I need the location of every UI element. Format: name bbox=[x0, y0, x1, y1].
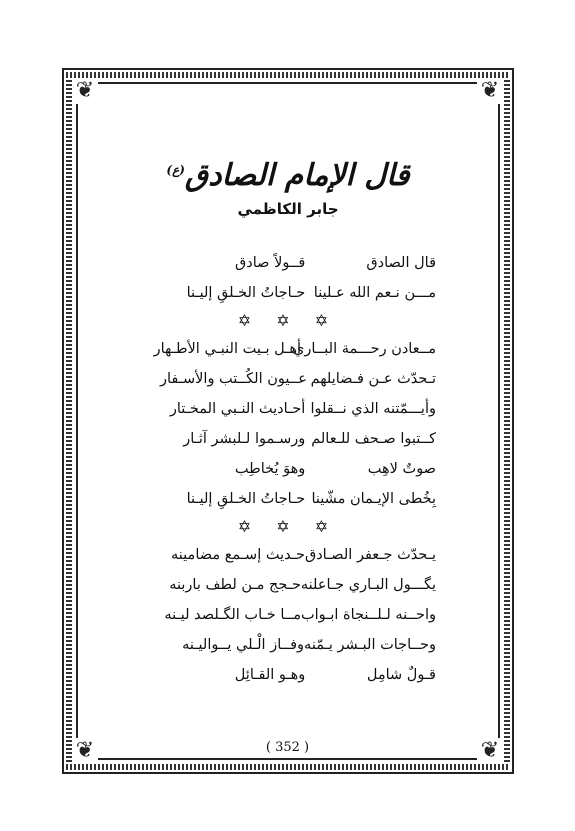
verse-first-half: تـحدّث عـن فـضايلهم bbox=[310, 371, 436, 387]
verse-first-half: مــعادن رحـــمة البــاري bbox=[293, 341, 436, 357]
verse-second-half: حـاجاتُ الخـلقِ إليـنا bbox=[186, 285, 306, 301]
verse-first-half: وحــاجات البـشر يـمّنه bbox=[304, 637, 436, 653]
stanza-separator: ✡ ✡ ✡ bbox=[237, 517, 339, 536]
verse-line bbox=[100, 540, 476, 570]
verse-first-half: قـولٌ شامِل bbox=[366, 667, 436, 683]
verse-first-half: وأيـــمّتنه الذي نــقلوا bbox=[310, 401, 436, 417]
poem-title-text: قال الإمام الصادق bbox=[184, 158, 410, 193]
verse-first-half: كــتبوا صـحف للـعالم bbox=[311, 431, 436, 447]
verse-first-half: واحــنه لـلــنجاة ابـواب bbox=[300, 607, 436, 623]
floral-corner-icon: ❦ bbox=[72, 78, 98, 104]
verse-line bbox=[100, 484, 476, 514]
verse-second-half: وهـو القـائِل bbox=[234, 667, 306, 683]
stanza-separator: ✡ ✡ ✡ bbox=[237, 311, 339, 330]
verse-first-half: يـحدّث جـعفر الصـادق bbox=[304, 547, 436, 563]
verse-line bbox=[100, 248, 476, 278]
verse-line bbox=[100, 364, 476, 394]
poem-body bbox=[100, 248, 476, 690]
verse-line bbox=[100, 278, 476, 308]
poem-title bbox=[100, 150, 476, 196]
verse-second-half: ورسـموا لـلبشر آثـار bbox=[183, 431, 306, 447]
verse-line bbox=[100, 600, 476, 630]
verse-second-half: حـجج مـن لطف باربنه bbox=[169, 577, 301, 593]
poem-page bbox=[100, 150, 476, 690]
verse-second-half: قــولاً صادق bbox=[235, 255, 306, 271]
verse-first-half: بِخُطى الإيـمان مشّينا bbox=[311, 491, 436, 507]
verse-first-half: يگـــول البـاري جـاعلنه bbox=[300, 577, 436, 593]
verse-second-half: وهوَ يُخاطِب bbox=[234, 461, 306, 477]
floral-corner-icon: ❦ bbox=[477, 78, 503, 104]
verse-first-half: مـــن نـعم الله عـلينا bbox=[313, 285, 436, 301]
verse-second-half: مــا خـاب الگـلصد ليـنه bbox=[164, 607, 301, 623]
verse-second-half: وفــاز الْـلي يــواليـنه bbox=[182, 637, 305, 653]
verse-first-half: صوتٌ لاهِب bbox=[367, 461, 436, 477]
verse-second-half: عــيون الكُــتب والأسـفار bbox=[160, 371, 307, 387]
verse-line bbox=[100, 454, 476, 484]
floral-corner-icon: ❦ bbox=[72, 738, 98, 764]
verse-line bbox=[100, 394, 476, 424]
poem-author: جابر الكاظمي bbox=[237, 200, 339, 218]
verse-second-half: أحـاديث النـبي المخـتار bbox=[169, 401, 306, 417]
verse-second-half: حـاجاتُ الخـلقِ إليـنا bbox=[186, 491, 306, 507]
poem-title-suffix: (ع) bbox=[166, 163, 185, 177]
verse-line bbox=[100, 424, 476, 454]
verse-second-half: أهـل بـيت النبـي الأطـهار bbox=[153, 341, 301, 357]
verse-line bbox=[100, 630, 476, 660]
verse-second-half: حـديث إسـمع مضامينه bbox=[171, 547, 305, 563]
floral-corner-icon: ❦ bbox=[477, 738, 503, 764]
page-number: ( 352 ) bbox=[265, 740, 310, 755]
verse-first-half: قال الصادق bbox=[366, 255, 436, 271]
verse-line bbox=[100, 334, 476, 364]
verse-line bbox=[100, 570, 476, 600]
verse-line bbox=[100, 660, 476, 690]
